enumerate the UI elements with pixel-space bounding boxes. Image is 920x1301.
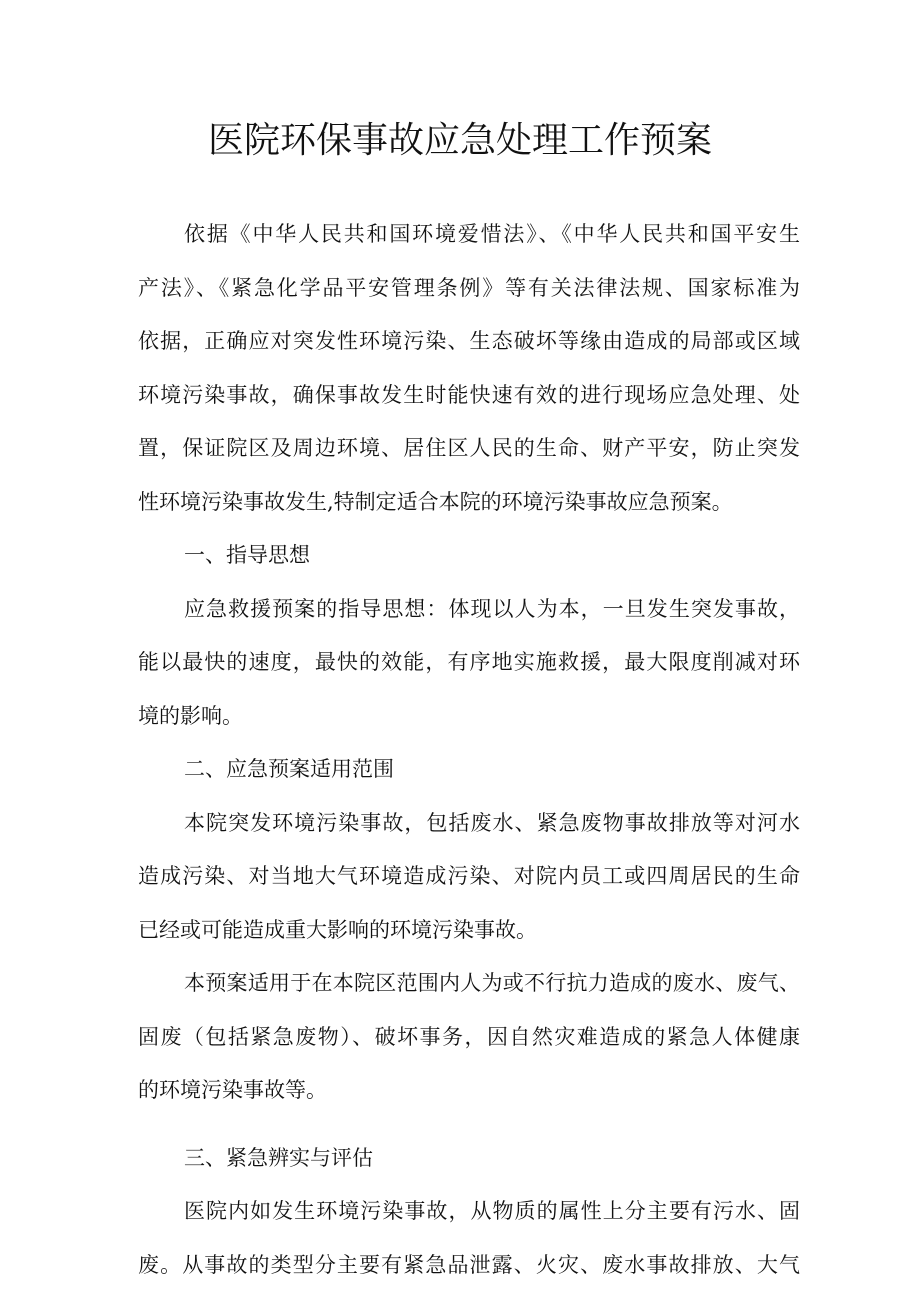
intro-line: 依据，正确应对突发性环境污染、生态破坏等缘由造成的局部或区域: [138, 329, 800, 353]
section2-line: 本预案适用于在本院区范围内人为或不行抗力造成的废水、废气、: [184, 971, 800, 995]
intro-line: 性环境污染事故发生,特制定适合本院的环境污染事故应急预案。: [138, 489, 733, 514]
section2-line: 固废（包括紧急废物）、破坏事务，因自然灾难造成的紧急人体健康: [138, 1024, 800, 1049]
document-title: 医院环保事故应急处理工作预案: [207, 120, 712, 161]
section-heading-identification: 三、紧急辨实与评估: [184, 1145, 373, 1170]
intro-line: 置，保证院区及周边环境、居住区人民的生命、财产平安，防止突发: [138, 436, 800, 460]
section2-line: 本院突发环境污染事故，包括废水、紧急废物事故排放等对河水: [184, 810, 800, 835]
intro-line: 产法》、《紧急化学品平安管理条例》等有关法律法规、国家标准为: [138, 275, 800, 300]
section1-line: 境的影响。: [138, 703, 243, 728]
section2-line: 的环境污染事故等。: [138, 1078, 327, 1102]
section1-line: 能以最快的速度，最快的效能，有序地实施救援，最大限度削减对环: [138, 650, 800, 674]
section3-line: 废。从事故的类型分主要有紧急品泄露、火灾、废水事故排放、大气: [138, 1252, 800, 1277]
document-body: [138, 208, 800, 1292]
intro-line: 环境污染事故，确保事故发生时能快速有效的进行现场应急处理、处: [138, 382, 800, 407]
intro-paragraph: [138, 208, 800, 529]
section2-line: 造成污染、对当地大气环境造成污染、对院内员工或四周居民的生命: [138, 864, 800, 888]
section1-paragraph: [138, 583, 800, 744]
section2-paragraph-2: [138, 957, 800, 1118]
section-heading-guiding-ideology: 一、指导思想: [184, 543, 310, 567]
intro-line: 依据《中华人民共和国环境爱惜法》、《中华人民共和国平安生: [184, 222, 800, 246]
section1-line: 应急救援预案的指导思想：体现以人为本，一旦发生突发事故，: [184, 596, 800, 621]
section2-line: 已经或可能造成重大影响的环境污染事故。: [138, 917, 537, 942]
section3-line: 医院内如发生环境污染事故，从物质的属性上分主要有污水、固: [184, 1199, 800, 1223]
section-heading-scope: 二、应急预案适用范围: [184, 757, 394, 781]
section3-paragraph: [138, 1185, 800, 1292]
section2-paragraph-1: [138, 797, 800, 958]
